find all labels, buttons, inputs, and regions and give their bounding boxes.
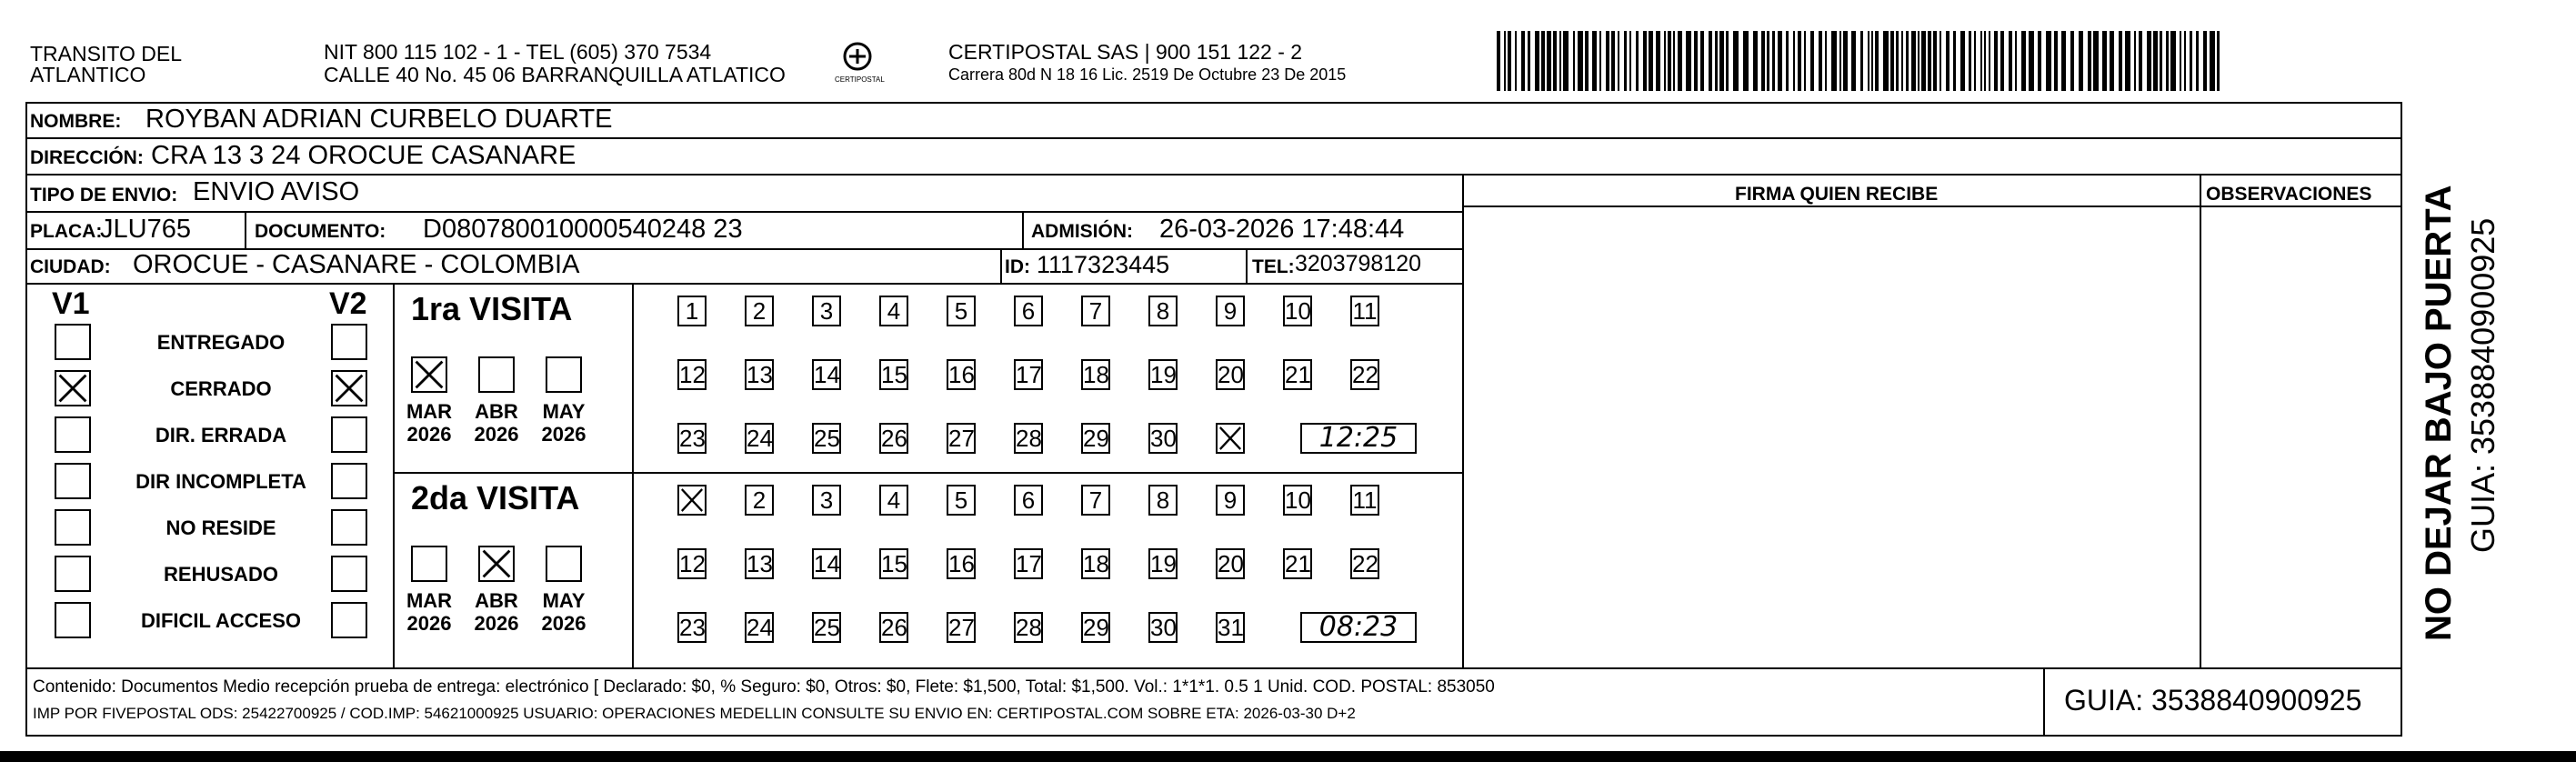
day-box[interactable]: 7 <box>1081 296 1110 326</box>
day-box[interactable]: 15 <box>881 550 907 577</box>
barcode-icon <box>1497 31 2224 91</box>
day-box[interactable]: 16 <box>948 361 975 388</box>
id-label: ID: <box>1005 256 1030 277</box>
tipo-envio-label: TIPO DE ENVIO: <box>30 185 178 206</box>
day-box[interactable]: 21 <box>1285 361 1311 388</box>
observaciones-header: OBSERVACIONES <box>2206 184 2372 205</box>
day-box[interactable]: 23 <box>679 425 706 452</box>
day-box[interactable]: 6 <box>1014 296 1043 326</box>
month-checkbox[interactable] <box>546 356 582 393</box>
org-name-line2: ATLANTICO <box>30 63 146 86</box>
month-label: MAR 2026 <box>406 400 453 446</box>
day-box[interactable]: 16 <box>948 550 975 577</box>
day-box[interactable]: 13 <box>747 361 773 388</box>
v1-checkbox[interactable] <box>55 556 91 592</box>
day-box[interactable]: 5 <box>947 296 976 326</box>
form-frame <box>25 102 2402 737</box>
v2-checkbox[interactable] <box>331 509 367 546</box>
ciudad-label: CIUDAD: <box>30 256 111 277</box>
day-box[interactable]: 24 <box>747 614 773 641</box>
no-dejar-bajo-puerta: NO DEJAR BAJO PUERTA <box>2419 185 2459 641</box>
day-box[interactable]: 30 <box>1150 614 1177 641</box>
day-box[interactable]: 14 <box>814 550 840 577</box>
visit-time-box[interactable]: 08:23 <box>1300 612 1417 643</box>
imp-text: IMP POR FIVEPOSTAL ODS: 25422700925 / COD.IMP: 54621000925 USUARIO: OPERACIONES MEDELLIN CONSULTE SU ENVIO EN: CERTIPOSTAL.COM SOBRE ETA: 2026-03-30 D+2 <box>33 705 1356 722</box>
day-box[interactable]: 12 <box>679 361 706 388</box>
id-value: 1117323445 <box>1037 251 1170 278</box>
v1-checkbox[interactable] <box>55 416 91 453</box>
month-label: ABR 2026 <box>474 400 519 446</box>
v1-checkbox[interactable] <box>55 324 91 360</box>
status-option-label: DIR INCOMPLETA <box>135 470 306 493</box>
v2-checkbox[interactable] <box>331 463 367 499</box>
courier-address: Carrera 80d N 18 16 Lic. 2519 De Octubre 23 De 2015 <box>948 65 1347 84</box>
status-option-label: REHUSADO <box>164 563 278 586</box>
month-checkbox[interactable] <box>478 356 515 393</box>
day-box[interactable] <box>677 485 707 516</box>
day-box[interactable]: 9 <box>1216 485 1245 516</box>
day-box[interactable]: 8 <box>1148 296 1178 326</box>
month-label: MAR 2026 <box>406 589 453 636</box>
day-box[interactable]: 20 <box>1218 361 1244 388</box>
direccion-value: CRA 13 3 24 OROCUE CASANARE <box>151 141 576 170</box>
day-box[interactable]: 25 <box>814 425 840 452</box>
nit-line: NIT 800 115 102 - 1 - TEL (605) 370 7534 <box>324 40 712 64</box>
day-box[interactable]: 13 <box>747 550 773 577</box>
day-box[interactable]: 11 <box>1350 296 1379 326</box>
day-box[interactable]: 22 <box>1352 361 1378 388</box>
day-box[interactable]: 15 <box>881 361 907 388</box>
visit-time-box[interactable]: 12:25 <box>1300 423 1417 454</box>
month-checkbox[interactable] <box>546 546 582 582</box>
day-box[interactable]: 28 <box>1016 425 1042 452</box>
day-box[interactable]: 26 <box>881 614 907 641</box>
day-box[interactable]: 4 <box>879 485 908 516</box>
day-box[interactable]: 10 <box>1285 297 1311 325</box>
direccion-label: DIRECCIÓN: <box>30 147 144 168</box>
documento-value: D080780010000540248 23 <box>423 215 743 244</box>
v1-label: V1 <box>52 286 90 321</box>
day-box[interactable] <box>1216 423 1245 454</box>
day-box[interactable]: 17 <box>1016 361 1042 388</box>
tel-label: TEL: <box>1252 256 1295 277</box>
tel-value: 3203798120 <box>1295 251 1422 276</box>
v2-checkbox[interactable] <box>331 556 367 592</box>
v1-checkbox[interactable] <box>55 602 91 638</box>
status-option-label: CERRADO <box>170 377 272 400</box>
day-box[interactable]: 21 <box>1285 550 1311 577</box>
day-box[interactable]: 11 <box>1350 485 1379 516</box>
tipo-envio-value: ENVIO AVISO <box>193 177 360 206</box>
day-box[interactable]: 2 <box>745 485 774 516</box>
day-box[interactable]: 23 <box>679 614 706 641</box>
day-box[interactable]: 10 <box>1285 486 1311 514</box>
status-option-label: DIR. ERRADA <box>155 424 287 446</box>
month-label: MAY 2026 <box>541 589 586 636</box>
day-box[interactable]: 9 <box>1216 296 1245 326</box>
v2-checkbox[interactable] <box>331 602 367 638</box>
day-box[interactable]: 22 <box>1352 550 1378 577</box>
month-label: ABR 2026 <box>474 589 519 636</box>
admision-value: 26-03-2026 17:48:44 <box>1159 215 1405 244</box>
admision-label: ADMISIÓN: <box>1031 221 1133 242</box>
v2-checkbox[interactable] <box>331 370 367 406</box>
day-box[interactable]: 3 <box>812 485 841 516</box>
day-box[interactable]: 20 <box>1218 550 1244 577</box>
v1-checkbox[interactable] <box>55 509 91 546</box>
v1-checkbox[interactable] <box>55 370 91 406</box>
day-box[interactable]: 2 <box>745 296 774 326</box>
day-box[interactable]: 17 <box>1016 550 1042 577</box>
day-box[interactable]: 12 <box>679 550 706 577</box>
day-box[interactable]: 7 <box>1081 485 1110 516</box>
ciudad-value: OROCUE - CASANARE - COLOMBIA <box>133 250 580 279</box>
day-box[interactable]: 25 <box>814 614 840 641</box>
day-box[interactable]: 27 <box>948 614 975 641</box>
visit-title: 2da VISITA <box>411 479 580 516</box>
day-box[interactable]: 29 <box>1083 614 1109 641</box>
certipostal-logo-icon: CERTIPOSTAL <box>835 36 880 91</box>
v1-checkbox[interactable] <box>55 463 91 499</box>
day-box[interactable]: 19 <box>1150 550 1177 577</box>
v2-checkbox[interactable] <box>331 324 367 360</box>
day-box[interactable]: 1 <box>677 296 707 326</box>
day-box[interactable]: 14 <box>814 361 840 388</box>
visit-title: 1ra VISITA <box>411 290 573 327</box>
placa-label: PLACA: <box>30 221 103 242</box>
month-checkbox[interactable] <box>478 546 515 582</box>
documento-label: DOCUMENTO: <box>255 221 386 242</box>
nombre-label: NOMBRE: <box>30 111 122 132</box>
day-box[interactable]: 29 <box>1083 425 1109 452</box>
nombre-value: ROYBAN ADRIAN CURBELO DUARTE <box>145 105 613 134</box>
v2-label: V2 <box>329 286 367 321</box>
v2-checkbox[interactable] <box>331 416 367 453</box>
day-box[interactable]: 30 <box>1150 425 1177 452</box>
day-box[interactable]: 31 <box>1218 614 1244 641</box>
day-box[interactable]: 4 <box>879 296 908 326</box>
status-option-label: NO RESIDE <box>165 516 276 539</box>
courier-line: CERTIPOSTAL SAS | 900 151 122 - 2 <box>948 40 1303 64</box>
placa-value: JLU765 <box>100 215 191 244</box>
status-option-label: ENTREGADO <box>156 331 286 354</box>
status-option-label: DIFICIL ACCESO <box>140 609 301 632</box>
footer-guia: GUIA: 3538840900925 <box>2064 684 2362 717</box>
day-box[interactable]: 18 <box>1083 361 1109 388</box>
address-line: CALLE 40 No. 45 06 BARRANQUILLA ATLATICO <box>324 63 786 86</box>
side-guia: GUIA: 3538840900925 <box>2464 217 2501 553</box>
day-box[interactable]: 27 <box>948 425 975 452</box>
day-box[interactable]: 19 <box>1150 361 1177 388</box>
firma-header: FIRMA QUIEN RECIBE <box>1735 184 1939 205</box>
day-box[interactable]: 24 <box>747 425 773 452</box>
day-box[interactable]: 3 <box>812 296 841 326</box>
bottom-bar <box>0 751 2576 762</box>
day-box[interactable]: 6 <box>1014 485 1043 516</box>
month-checkbox[interactable] <box>411 356 447 393</box>
day-box[interactable]: 8 <box>1148 485 1178 516</box>
day-box[interactable]: 18 <box>1083 550 1109 577</box>
day-box[interactable]: 5 <box>947 485 976 516</box>
month-label: MAY 2026 <box>541 400 586 446</box>
contenido-text: Contenido: Documentos Medio recepción prueba de entrega: electrónico [ Declarado: $0, % Seguro: $0, Otros: $0, Flete: $1,500, Total: $1,500. Vol.: 1*1*1. 0.5 1 Unid. COD. POSTAL: 853050 <box>33 677 1495 697</box>
day-box[interactable]: 28 <box>1016 614 1042 641</box>
day-box[interactable]: 26 <box>881 425 907 452</box>
month-checkbox[interactable] <box>411 546 447 582</box>
org-name-line1: TRANSITO DEL <box>30 42 182 65</box>
